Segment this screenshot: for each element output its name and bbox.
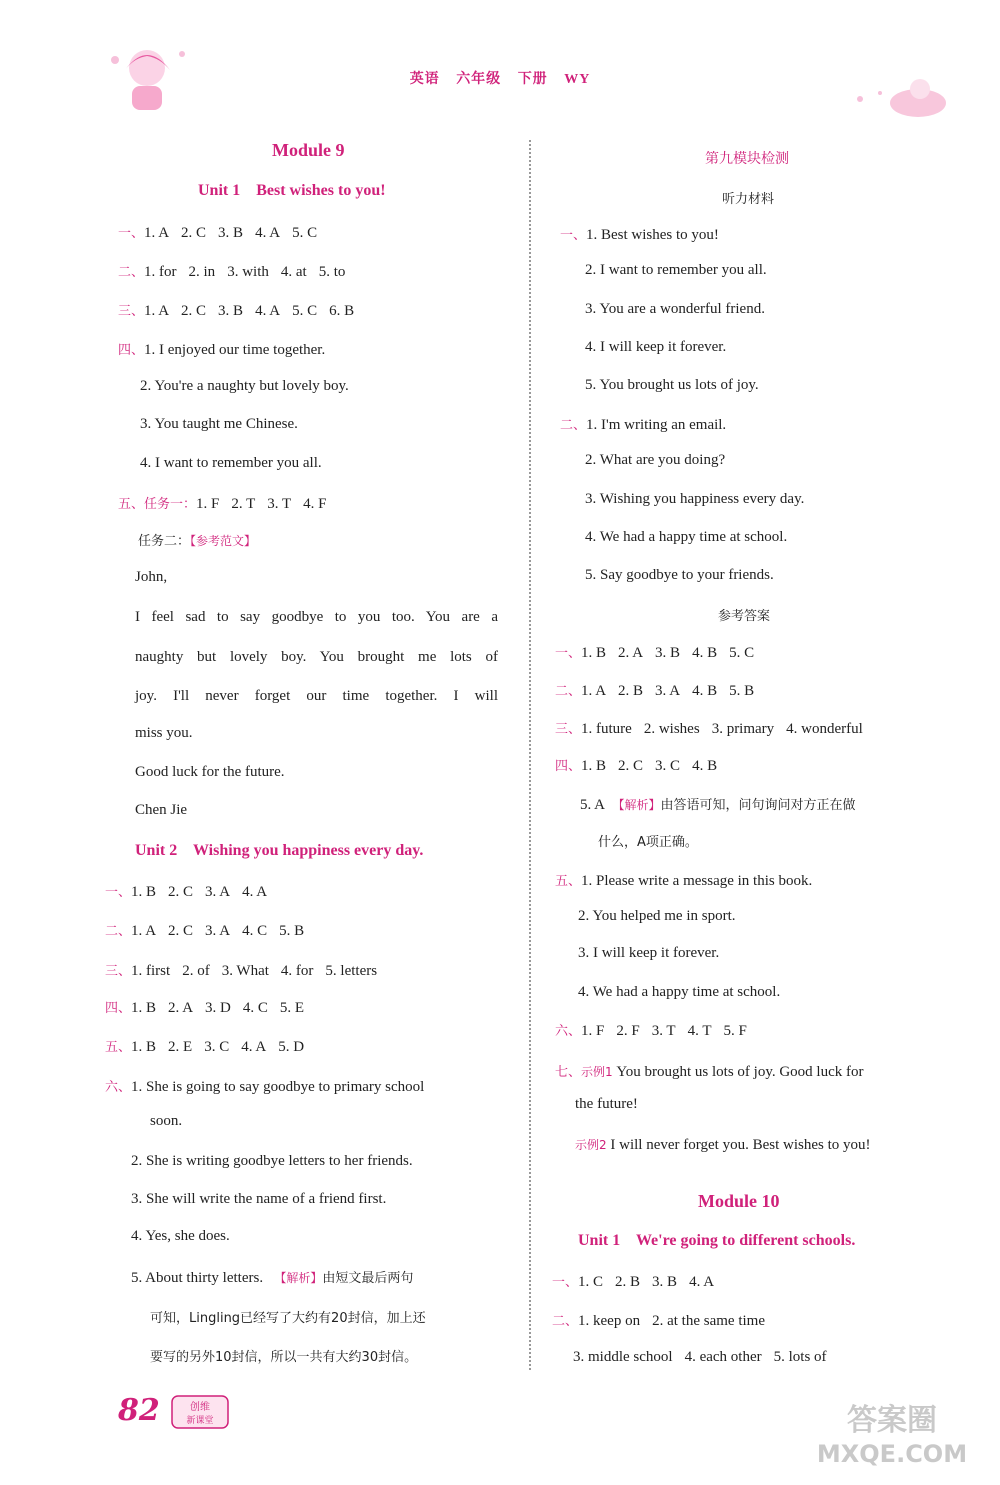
answer-row: 一、1. A 2. C 3. B 4. A 5. C (118, 225, 318, 241)
header-edition: WY (564, 72, 591, 87)
answer-row: 3. middle school 4. each other 5. lots of (573, 1349, 827, 1365)
listening-line: 2. I want to remember you all. (585, 262, 767, 278)
essay-line: John, (135, 569, 168, 585)
answer-row: 二、1. for 2. in 3. with 4. at 5. to (118, 264, 346, 280)
answer-line: 5. A 【解析】由答语可知，问句询问对方正在做 (580, 797, 856, 813)
answer-line: the future! (575, 1096, 638, 1112)
listening-line: 4. I will keep it forever. (585, 339, 727, 355)
answer-line: 2. You helped me in sport. (578, 908, 736, 924)
answer-line: 4. We had a happy time at school. (578, 984, 781, 1000)
svg-text:答案圈: 答案圈 (847, 1403, 937, 1438)
answer-row: 一、1. B 2. A 3. B 4. B 5. C (555, 645, 755, 661)
module-10-title: Module 10 (698, 1191, 780, 1211)
answer-row: 五、1. B 2. E 3. C 4. A 5. D (105, 1039, 305, 1055)
answer-row: 七、示例1 You brought us lots of joy. Good luck for (555, 1064, 864, 1080)
answer-row: 四、1. I enjoyed our time together. (118, 342, 326, 358)
listening-row: 二、1. I'm writing an email. (560, 417, 727, 433)
essay-line: joy. I'll never forget our time together. I will (135, 688, 498, 704)
answer-line: 5. About thirty letters. 【解析】由短文最后两句 (131, 1270, 414, 1286)
answer-row: 三、1. first 2. of 3. What 4. for 5. letters (105, 963, 378, 979)
answer-line: 2. She is writing goodbye letters to her friends. (131, 1153, 413, 1169)
answer-row: 一、1. C 2. B 3. B 4. A (552, 1274, 715, 1290)
answer-row: 三、1. A 2. C 3. B 4. A 5. C 6. B (118, 303, 355, 319)
answer-line: 2. You're a naughty but lovely boy. (140, 378, 349, 394)
header-grade: 六年级 (456, 72, 502, 87)
listening-heading: 听力材料 (722, 192, 775, 207)
answer-line: 示例2 I will never forget you. Best wishes to you! (575, 1137, 871, 1153)
answer-row: 六、1. She is going to say goodbye to primary school (105, 1079, 425, 1095)
answer-row: 二、1. A 2. C 3. A 4. C 5. B (105, 923, 305, 939)
module-9-title: Module 9 (272, 140, 345, 160)
answer-row: 四、1. B 2. C 3. C 4. B (555, 758, 718, 774)
listening-line: 3. You are a wonderful friend. (585, 301, 765, 317)
unit-1-title: Unit 1 Best wishes to you! (198, 182, 386, 199)
page-number: 82 (118, 1393, 160, 1428)
essay-line: I feel sad to say goodbye to you too. You are a (135, 609, 498, 625)
brand-logo (170, 1392, 230, 1432)
listening-line: 2. What are you doing? (585, 452, 726, 468)
column-divider (529, 140, 531, 1370)
answer-row: 四、1. B 2. A 3. D 4. C 5. E (105, 1000, 305, 1016)
answer-row: 二、1. keep on 2. at the same time (552, 1313, 765, 1329)
answer-row: 六、1. F 2. F 3. T 4. T 5. F (555, 1023, 747, 1039)
test-title: 第九模块检测 (705, 151, 789, 167)
listening-line: 5. You brought us lots of joy. (585, 377, 759, 393)
svg-text:MXQE.COM: MXQE.COM (816, 1440, 968, 1468)
answer-row: 五、任务一：1. F 2. T 3. T 4. F (118, 496, 327, 512)
watermark-logo (812, 1392, 972, 1472)
answer-line: soon. (150, 1113, 183, 1129)
essay-line: Good luck for the future. (135, 764, 285, 780)
essay-line: Chen Jie (135, 802, 188, 818)
unit-2-title: Unit 2 Wishing you happiness every day. (135, 842, 424, 859)
cartoon-decoration (840, 75, 955, 120)
answer-row: 三、1. future 2. wishes 3. primary 4. wonderful (555, 721, 863, 737)
task-2-label: 任务二：【参考范文】 (138, 534, 257, 549)
module-10-unit-title: Unit 1 We're going to different schools. (578, 1232, 856, 1249)
answer-row: 五、1. Please write a message in this book. (555, 873, 813, 889)
svg-text:新课堂: 新课堂 (186, 1416, 214, 1426)
header-subject: 英语 (409, 72, 440, 87)
essay-line: naughty but lovely boy. You brought me lots of (135, 649, 498, 665)
answer-line: 什么，A项正确。 (598, 835, 698, 850)
answer-line: 4. Yes, she does. (131, 1228, 230, 1244)
answer-line: 3. She will write the name of a friend first. (131, 1191, 387, 1207)
essay-line: miss you. (135, 725, 193, 741)
answer-row: 二、1. A 2. B 3. A 4. B 5. B (555, 683, 755, 699)
answer-line: 3. You taught me Chinese. (140, 416, 298, 432)
answers-heading: 参考答案 (718, 609, 771, 624)
listening-line: 3. Wishing you happiness every day. (585, 491, 805, 507)
answer-row: 一、1. B 2. C 3. A 4. A (105, 884, 268, 900)
answer-line: 要写的另外10封信，所以一共有大约30封信。 (150, 1350, 418, 1365)
svg-text:创维: 创维 (190, 1402, 210, 1413)
answer-line: 可知，Lingling已经写了大约有20封信，加上还 (150, 1311, 426, 1326)
header-volume: 下册 (517, 72, 548, 87)
listening-row: 一、1. Best wishes to you! (560, 227, 719, 243)
listening-line: 4. We had a happy time at school. (585, 529, 788, 545)
answer-line: 3. I will keep it forever. (578, 945, 720, 961)
answer-line: 4. I want to remember you all. (140, 455, 322, 471)
listening-line: 5. Say goodbye to your friends. (585, 567, 774, 583)
